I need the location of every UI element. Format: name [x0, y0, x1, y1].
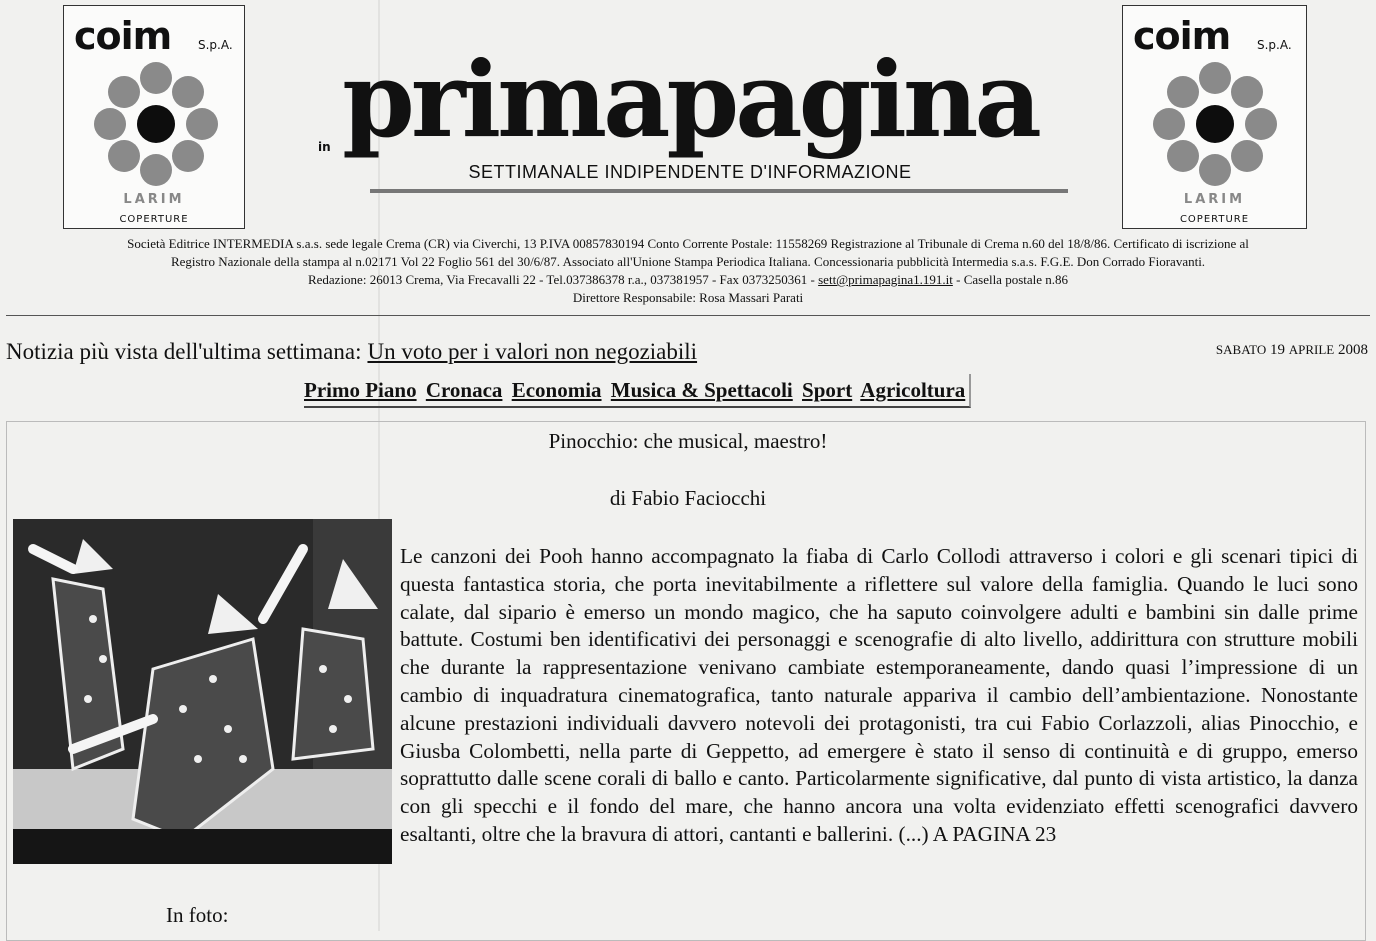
divider [6, 315, 1370, 316]
photo-caption: In foto: [166, 903, 229, 927]
imprint-line: Direttore Responsabile: Rosa Massari Parati [572, 290, 804, 305]
email-link[interactable]: sett@primapagina1.191.it [818, 272, 953, 287]
sponsor-suffix: S.p.A. [198, 38, 233, 52]
article-photo[interactable] [13, 519, 392, 864]
imprint-line: Registro Nazionale della stampa al n.02171 Vol 22 Foglio 561 del 30/6/87. Associato all'Unione Stampa Periodica Italiana. Concessionaria pubblicità Intermedia s.a.s. F.G.E. Don Corrado Fioravanti. [170, 254, 1206, 269]
sponsor-brand: coim [74, 14, 172, 58]
sponsor-caption: COPERTURE [1179, 214, 1250, 225]
sponsor-caption: COPERTURE [119, 214, 189, 225]
masthead-prefix: in [318, 140, 331, 154]
sponsor-sub-brand: LARIM [123, 192, 185, 207]
nav-item-economia[interactable]: Economia [511, 378, 602, 402]
sponsor-logo-left[interactable] [63, 5, 245, 229]
nav-item-primo-piano[interactable]: Primo Piano [304, 378, 417, 402]
masthead-rule [370, 189, 1068, 193]
sponsor-suffix: S.p.A. [1257, 38, 1292, 52]
flower-logo-icon [1149, 58, 1281, 190]
article-byline: di Fabio Faciocchi [609, 486, 767, 510]
date-year: 2008 [1338, 342, 1368, 358]
masthead-subtitle: SETTIMANALE INDIPENDENTE D'INFORMAZIONE [468, 162, 912, 182]
imprint-text: - Casella postale n.86 [952, 272, 1069, 287]
imprint-text: Redazione: 26013 Crema, Via Frecavalli 22 - Tel.037386378 r.a., 037381957 - Fax 0373250361 - [307, 272, 819, 287]
imprint-line: Società Editrice INTERMEDIA s.a.s. sede legale Crema (CR) via Civerchi, 13 P.IVA 00857830194 Conto Corrente Postale: 11558269 Registrazione al Tribunale di Crema n.60 del 18/8/86. Certificato di iscrizione al [127, 236, 1249, 251]
most-viewed-link[interactable]: Un voto per i valori non negoziabili [367, 339, 698, 364]
issue-date [1216, 342, 1368, 359]
article-body: Le canzoni dei Pooh hanno accompagnato la fiaba di Carlo Collodi attraverso i colori e gli scenari tipici di questa fantastica storia, che porta inevitabilmente a riflettere sul valore della famiglia. Quando le luci sono calate, dal sipario è emerso un mondo magico, che ha saputo coinvolgere adulti e bambini sin dalle prime battute. Costumi ben identificativi dei personaggi e scenografie di alto livello, addirittura con strutture mobili che durante la rappresentazione venivano cambiate estemporaneamente, dando quasi l’impressione di un cambio di inquadratura cinematografica, tanto naturale appariva il cambio dell’ambientazione. Nonostante alcune prestazioni individuali davvero notevoli dei protagonisti, tra cui Fabio Corlazzoli, alias Pinocchio, e Giusba Colombetti, nella parte di Geppetto, ad emergere è stato il senso di continuità e di gruppo, emerso soprattutto dalle scene corali di ballo e canto. Particolarmente significative, dal punto di vista artistico, la danza con gli specchi e il fondo del mare, che hanno ancora una volta evidenziato effetti scenografici davvero esaltanti, oltre che la bravura di attori, cantanti e ballerini. (...) A PAGINA 23 [400, 544, 1358, 846]
masthead-title[interactable]: primapagina [342, 38, 1038, 161]
sponsor-logo-right[interactable] [1122, 5, 1307, 229]
nav-item-cronaca[interactable]: Cronaca [425, 378, 503, 402]
sponsor-sub-brand: LARIM [1183, 192, 1246, 207]
section-nav [304, 374, 971, 408]
nav-item-musica-spettacoli[interactable]: Musica & Spettacoli [610, 378, 793, 402]
most-viewed-news [6, 339, 697, 365]
stage-performers-image [13, 519, 392, 864]
most-viewed-label: Notizia più vista dell'ultima settimana: [6, 339, 362, 364]
nav-item-agricoltura[interactable]: Agricoltura [860, 378, 966, 402]
date-month: APRILE [1288, 342, 1335, 357]
date-day: 19 [1270, 342, 1285, 358]
nav-item-sport[interactable]: Sport [802, 378, 853, 402]
flower-logo-icon [90, 58, 222, 190]
date-weekday: SABATO [1215, 342, 1267, 357]
sponsor-brand: coim [1133, 14, 1231, 58]
publisher-imprint [0, 235, 1376, 307]
article-headline: Pinocchio: che musical, maestro! [548, 429, 828, 453]
imprint-line [0, 271, 1376, 289]
